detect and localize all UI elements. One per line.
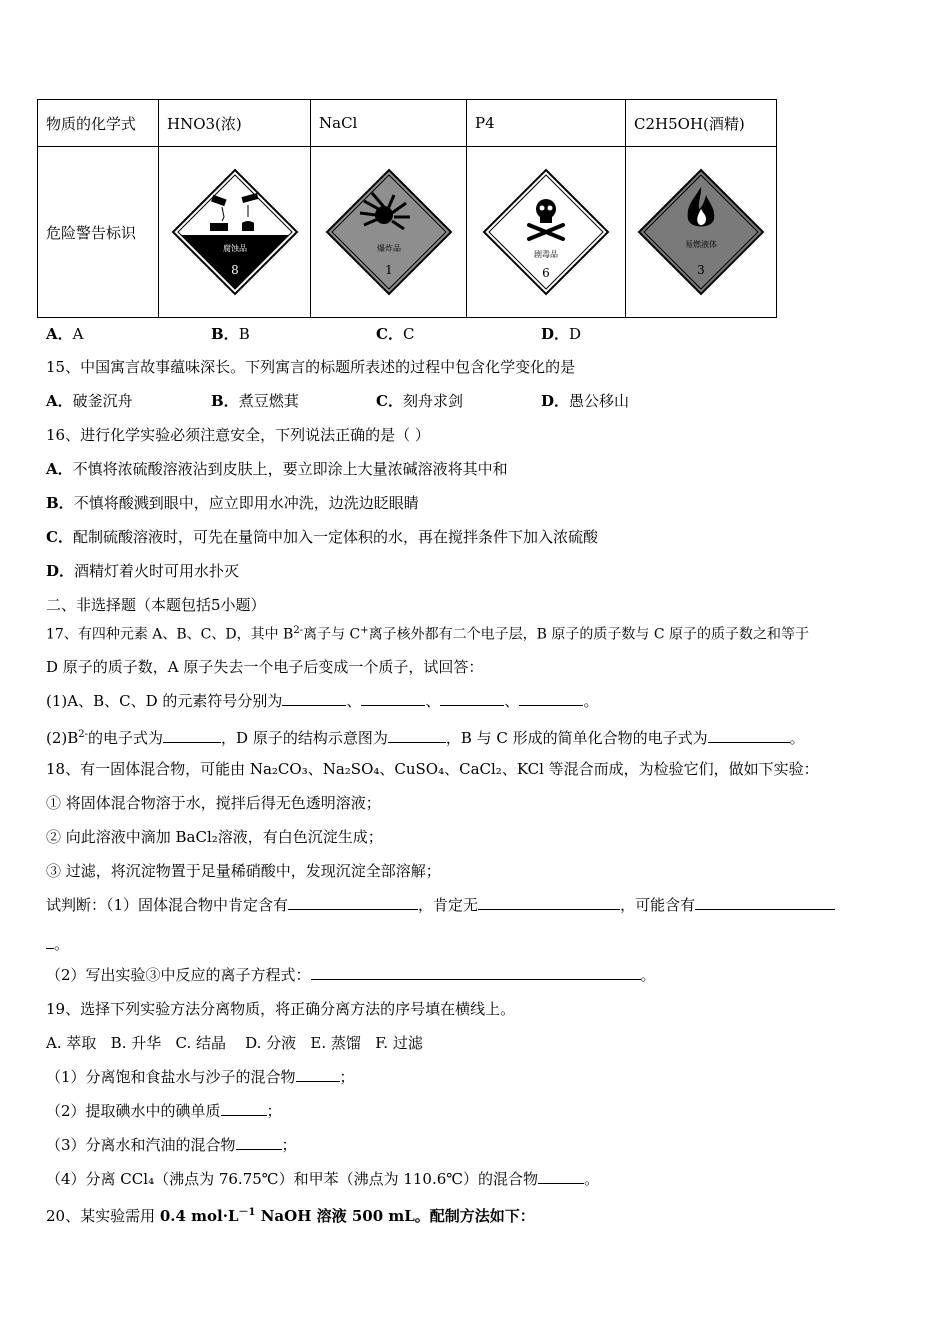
q17-part2: $(2)B^{2-}$的电子式为 ，D 原子的结构示意图为 ，B 与 C 形成的简单化合物的电子式为 。 — [46, 729, 805, 747]
q15-options — [46, 391, 706, 411]
sign-number-corrosive: 8 — [230, 263, 239, 277]
q14-options — [46, 324, 706, 344]
hazard-table — [37, 99, 777, 318]
q16-option-a: A．不慎将浓硫酸溶液沾到皮肤上，要立即涂上大量浓碱溶液将其中和 — [46, 460, 508, 478]
toxic-sign — [481, 167, 611, 297]
flammable-sign — [636, 167, 766, 297]
q18-stem: 18、有一固体混合物，可能由 Na₂CO₃、Na₂SO₄、CuSO₄、CaCl₂、KCl 等混合而成，为检验它们，做如下实验： — [46, 760, 819, 778]
sign-number-toxic: 6 — [542, 266, 550, 280]
option-a: A．破釜沉舟 — [46, 392, 133, 410]
q19-item3: （3）分离水和汽油的混合物 ； — [46, 1136, 297, 1154]
q18-judge-end: 。 — [46, 934, 69, 954]
q18-judge: 试判断：（1）固体混合物中肯定含有 ，肯定无 ，可能含有 — [46, 895, 835, 915]
formula-p4: P4 — [467, 100, 626, 147]
q19-item2: （2）提取碘水中的碘单质 ； — [46, 1102, 282, 1120]
sign-text-flammable: 易燃液体 — [685, 240, 717, 249]
sign-number-flammable: 3 — [697, 263, 705, 277]
option-b: B．煮豆燃萁 — [211, 392, 299, 410]
sign-text-toxic: 剧毒品 — [534, 250, 558, 259]
sign-text-explosive: 爆炸品 — [376, 244, 401, 253]
formula-c2h5oh: C2H5OH(酒精) — [626, 100, 777, 147]
q16-stem: 16、进行化学实验必须注意安全，下列说法正确的是（ ） — [46, 426, 430, 444]
sign-cell-toxic — [467, 147, 626, 318]
q18-step2: ② 向此溶液中滴加 BaCl₂溶液，有白色沉淀生成； — [46, 828, 383, 846]
option-c: C．刻舟求剑 — [376, 392, 463, 410]
q16-option-c: C．配制硫酸溶液时，可先在量筒中加入一定体积的水，再在搅拌条件下加入浓硫酸 — [46, 528, 598, 546]
option-c: C．C — [376, 325, 415, 343]
formula-hno3: HNO3(浓) — [159, 100, 311, 147]
option-a: A．A — [46, 325, 84, 343]
row-label: 危险警告标识 — [38, 147, 159, 318]
q15-stem: 15、中国寓言故事蕴味深长。下列寓言的标题所表述的过程中包含化学变化的是 — [46, 358, 576, 376]
q19-item4: （4）分离 CCl₄（沸点为 76.75℃）和甲苯（沸点为 110.6℃）的混合物 。 — [46, 1170, 600, 1188]
q17-part1: (1)A、B、C、D 的元素符号分别为 、 、 、 。 — [46, 692, 599, 710]
q16-option-b: B．不慎将酸溅到眼中，应立即用水冲洗，边洗边眨眼睛 — [46, 494, 419, 512]
q19-item1: （1）分离饱和食盐水与沙子的混合物 ； — [46, 1068, 355, 1086]
formula-nacl: NaCl — [311, 100, 467, 147]
header-label: 物质的化学式 — [38, 100, 159, 147]
sign-cell-flammable — [626, 147, 777, 318]
q18-part2: （2）写出实验③中反应的离子方程式： 。 — [46, 966, 656, 984]
sign-cell-corrosive — [159, 147, 311, 318]
sign-number-explosive: 1 — [384, 263, 393, 277]
q16-option-d: D．酒精灯着火时可用水扑灭 — [46, 562, 240, 580]
q19-methods: A. 萃取 B. 升华 C. 结晶 D. 分液 E. 蒸馏 F. 过滤 — [46, 1034, 423, 1052]
q20-stem: 20、某实验需用 0.4 $mol\cdot L^{-1}$ NaOH 溶液 500 mL。配制方法如下： — [46, 1207, 535, 1225]
sign-cell-explosive — [311, 147, 467, 318]
section-title: 二、非选择题（本题包括5小题） — [46, 596, 266, 614]
explosive-sign — [324, 167, 454, 297]
q18-step1: ① 将固体混合物溶于水，搅拌后得无色透明溶液； — [46, 794, 381, 812]
option-d: D．愚公移山 — [541, 392, 630, 410]
q17-line2: D 原子的质子数，A 原子失去一个电子后变成一个质子，试回答： — [46, 658, 484, 676]
q17-line1: 17、有四种元素 A、B、C、D，其中 $B^{2-}$离子与 C+离子核外都有二个电子层，B 原子的质子数与 C 原子的质子数之和等于 — [46, 625, 810, 643]
q19-stem: 19、选择下列实验方法分离物质，将正确分离方法的序号填在横线上。 — [46, 1000, 516, 1018]
option-d: D．D — [541, 325, 582, 343]
q18-step3: ③ 过滤，将沉淀物置于足量稀硝酸中，发现沉淀全部溶解； — [46, 862, 441, 880]
sign-text-corrosive: 腐蚀品 — [222, 244, 247, 253]
corrosive-sign — [170, 167, 300, 297]
option-b: B．B — [211, 325, 250, 343]
